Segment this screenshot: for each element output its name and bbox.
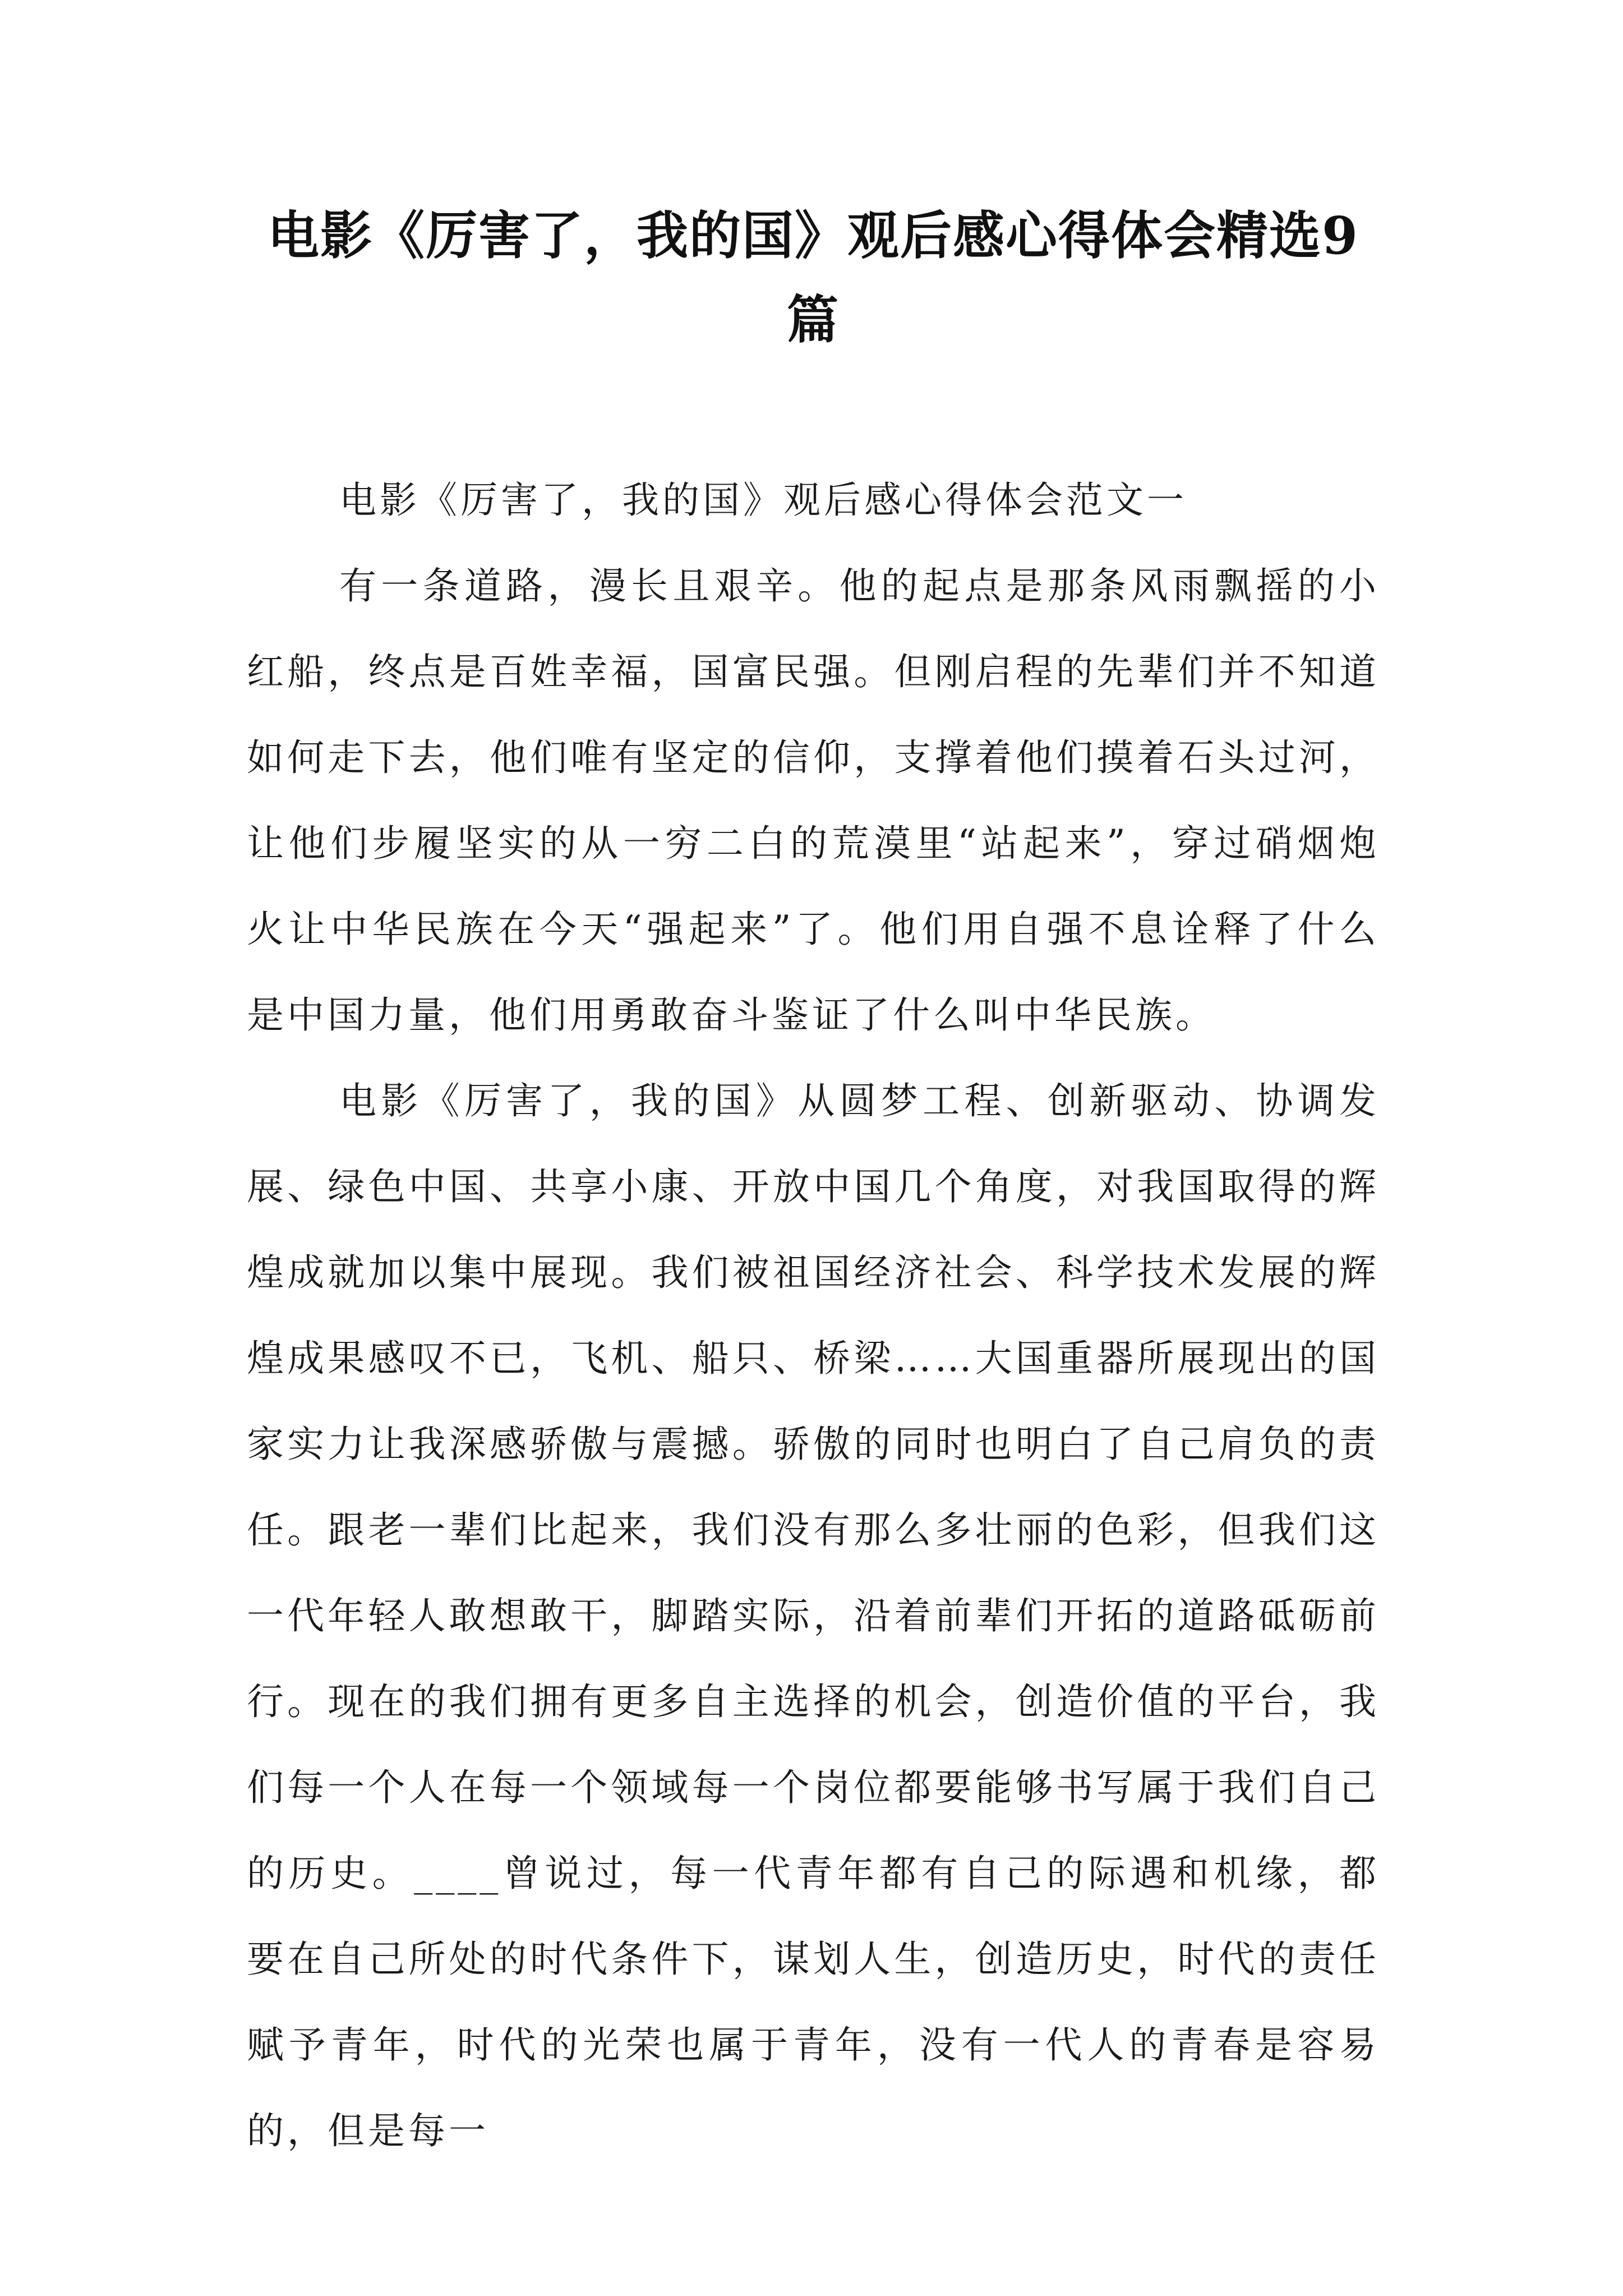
- body-paragraph-2: 电影《厉害了，我的国》从圆梦工程、创新驱动、协调发展、绿色中国、共享小康、开放中国几个角度，对我国取得的辉煌成就加以集中展现。我们被祖国经济社会、科学技术发展的辉煌成果感叹不已，飞机、船只、桥梁……大国重器所展现出的国家实力让我深感骄傲与震撼。骄傲的同时也明白了自己肩负的责任。跟老一辈们比起来，我们没有那么多壮丽的色彩，但我们这一代年轻人敢想敢干，脚踏实际，沿着前辈们开拓的道路砥砺前行。现在的我们拥有更多自主选择的机会，创造价值的平台，我们每一个人在每一个领域每一个岗位都要能够书写属于我们自己的历史。____曾说过，每一代青年都有自己的际遇和机缘，都要在自己所处的时代条件下，谋划人生，创造历史，时代的责任赋予青年，时代的光荣也属于青年，没有一代人的青春是容易的，但是每一: [247, 1079, 1380, 2152]
- body-paragraph-1: 有一条道路，漫长且艰辛。他的起点是那条风雨飘摇的小红船，终点是百姓幸福，国富民强。但刚启程的先辈们并不知道如何走下去，他们唯有坚定的信仰，支撑着他们摸着石头过河，让他们步履坚实的从一穷二白的荒漠里“站起来”，穿过硝烟炮火让中华民族在今天“强起来”了。他们用自强不息诠释了什么是中国力量，他们用勇敢奋斗鉴证了什么叫中华民族。: [247, 564, 1380, 1037]
- section-heading: 电影《厉害了，我的国》观后感心得体会范文一: [339, 478, 1187, 522]
- document-title: 电影《厉害了，我的国》观后感心得体会精选9篇: [267, 205, 1359, 350]
- document-body: [247, 457, 1380, 2174]
